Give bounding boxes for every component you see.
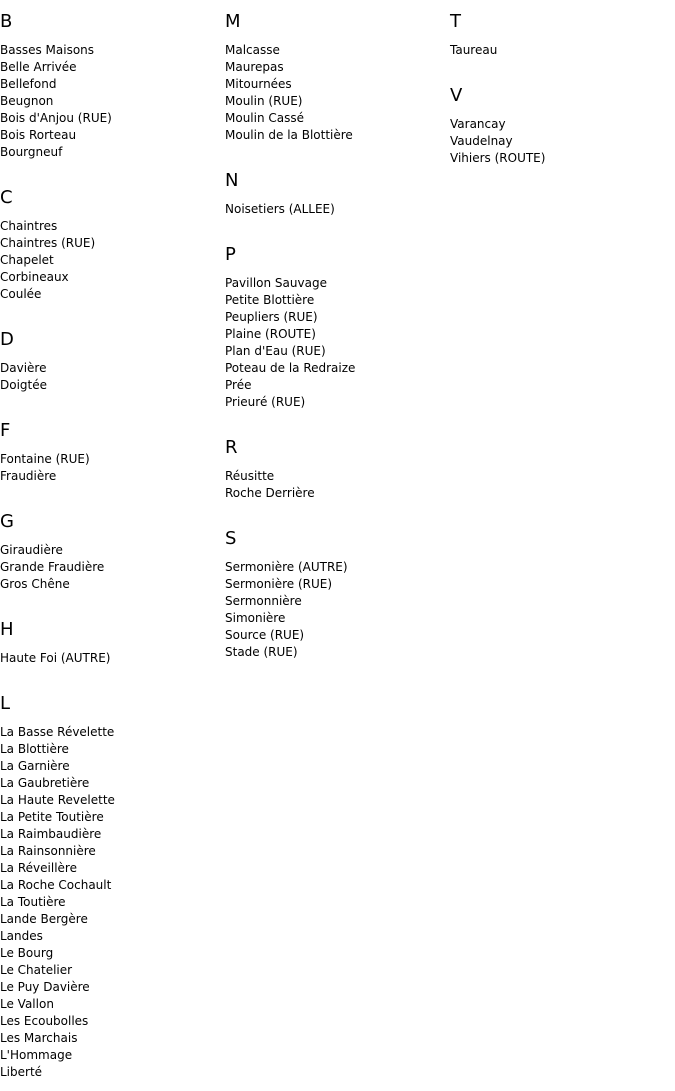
street-list xyxy=(0,218,225,303)
letter-group-v xyxy=(450,86,675,167)
street-link[interactable]: Plaine (ROUTE) xyxy=(225,327,316,341)
street-list xyxy=(0,724,225,1081)
street-link[interactable]: L'Hommage xyxy=(0,1048,73,1062)
street-link[interactable]: La Basse Révelette xyxy=(0,725,115,739)
street-link[interactable]: Coulée xyxy=(0,287,42,301)
group-spacer xyxy=(450,59,675,74)
street-link[interactable]: Chapelet xyxy=(0,253,54,267)
street-link[interactable]: Réusitte xyxy=(225,469,275,483)
letter-heading: R xyxy=(225,437,238,458)
street-link[interactable]: Roche Derrière xyxy=(225,486,315,500)
street-link[interactable]: La Toutière xyxy=(0,895,66,909)
letter-heading: V xyxy=(450,85,463,106)
letter-heading: P xyxy=(225,244,236,265)
street-link[interactable]: Sermonnière xyxy=(225,594,302,608)
street-link[interactable]: Le Bourg xyxy=(0,946,54,960)
street-link[interactable]: Gros Chêne xyxy=(0,577,70,591)
group-spacer xyxy=(225,502,450,517)
street-link[interactable]: Davière xyxy=(0,361,47,375)
group-spacer xyxy=(0,394,225,409)
street-link[interactable]: La Blottière xyxy=(0,742,69,756)
letter-group-p xyxy=(225,245,450,426)
street-link[interactable]: Chaintres (RUE) xyxy=(0,236,96,250)
street-list xyxy=(0,542,225,593)
street-list xyxy=(450,42,675,59)
group-spacer xyxy=(0,161,225,176)
street-link[interactable]: Haute Foi (AUTRE) xyxy=(0,651,111,665)
letter-group-h xyxy=(0,620,225,682)
street-link[interactable]: Prieuré (RUE) xyxy=(225,395,306,409)
street-link[interactable]: Bois Rorteau xyxy=(0,128,77,142)
street-link[interactable]: Stade (RUE) xyxy=(225,645,298,659)
street-link[interactable]: La Roche Cochault xyxy=(0,878,112,892)
letter-heading: M xyxy=(225,11,241,32)
street-link[interactable]: Fraudière xyxy=(0,469,57,483)
street-link[interactable]: Source (RUE) xyxy=(225,628,305,642)
street-link[interactable]: Noisetiers (ALLEE) xyxy=(225,202,335,216)
street-link[interactable]: Landes xyxy=(0,929,43,943)
street-list xyxy=(0,42,225,161)
street-link[interactable]: Prée xyxy=(225,378,252,392)
letter-heading: L xyxy=(0,693,11,714)
street-link[interactable]: Simonière xyxy=(225,611,286,625)
letter-heading: H xyxy=(0,619,14,640)
street-link[interactable]: Beugnon xyxy=(0,94,54,108)
street-link[interactable]: Moulin Cassé xyxy=(225,111,305,125)
street-link[interactable]: Lande Bergère xyxy=(0,912,88,926)
street-link[interactable]: Les Marchais xyxy=(0,1031,78,1045)
street-link[interactable]: La Gaubretière xyxy=(0,776,90,790)
street-link[interactable]: Bourgneuf xyxy=(0,145,63,159)
street-link[interactable]: Chaintres xyxy=(0,219,58,233)
street-link[interactable]: Doigtée xyxy=(0,378,48,392)
street-link[interactable]: Sermonière (RUE) xyxy=(225,577,333,591)
street-link[interactable]: Grande Fraudière xyxy=(0,560,105,574)
street-link[interactable]: Peupliers (RUE) xyxy=(225,310,318,324)
street-link[interactable]: Le Vallon xyxy=(0,997,54,1011)
group-spacer xyxy=(0,303,225,318)
street-link[interactable]: Petite Blottière xyxy=(225,293,315,307)
street-link[interactable]: Poteau de la Redraize xyxy=(225,361,356,375)
street-link[interactable]: Liberté xyxy=(0,1065,43,1079)
letter-group-t xyxy=(450,12,675,74)
street-link[interactable]: La Garnière xyxy=(0,759,70,773)
letter-heading: B xyxy=(0,11,13,32)
group-spacer xyxy=(225,411,450,426)
street-list xyxy=(0,451,225,485)
letter-group-c xyxy=(0,188,225,318)
street-link[interactable]: Le Puy Davière xyxy=(0,980,90,994)
street-list xyxy=(225,468,450,502)
street-link[interactable]: Pavillon Sauvage xyxy=(225,276,327,290)
letter-group-f xyxy=(0,421,225,500)
group-spacer xyxy=(0,485,225,500)
street-list xyxy=(0,650,225,667)
letter-group-b xyxy=(0,12,225,176)
street-link[interactable]: Belle Arrivée xyxy=(0,60,77,74)
street-link[interactable]: Les Ecoubolles xyxy=(0,1014,89,1028)
letter-heading: T xyxy=(450,11,461,32)
street-link[interactable]: Malcasse xyxy=(225,43,280,57)
street-link[interactable]: Moulin de la Blottière xyxy=(225,128,353,142)
street-list xyxy=(450,116,675,167)
letter-heading: F xyxy=(0,420,11,441)
street-link[interactable]: Giraudière xyxy=(0,543,63,557)
letter-group-n xyxy=(225,171,450,233)
group-spacer xyxy=(0,667,225,682)
street-link[interactable]: Maurepas xyxy=(225,60,284,74)
street-link[interactable]: Moulin (RUE) xyxy=(225,94,303,108)
group-spacer xyxy=(225,144,450,159)
street-link[interactable]: Taureau xyxy=(450,43,498,57)
letter-group-l xyxy=(0,694,225,1081)
street-link[interactable]: Sermonière (AUTRE) xyxy=(225,560,348,574)
street-list xyxy=(225,42,450,144)
street-link[interactable]: La Rainsonnière xyxy=(0,844,96,858)
letter-group-g xyxy=(0,512,225,608)
index-column xyxy=(225,0,450,661)
letter-group-r xyxy=(225,438,450,517)
street-link[interactable]: La Haute Revelette xyxy=(0,793,115,807)
letter-group-d xyxy=(0,330,225,409)
street-link[interactable]: Basses Maisons xyxy=(0,43,95,57)
street-link[interactable]: Bois d'Anjou (RUE) xyxy=(0,111,112,125)
street-link[interactable]: La Réveillère xyxy=(0,861,77,875)
letter-heading: G xyxy=(0,511,14,532)
street-list xyxy=(225,559,450,661)
street-link[interactable]: La Raimbaudière xyxy=(0,827,102,841)
street-link[interactable]: Varancay xyxy=(450,117,506,131)
street-link[interactable]: Le Chatelier xyxy=(0,963,73,977)
street-list xyxy=(0,360,225,394)
street-link[interactable]: Vihiers (ROUTE) xyxy=(450,151,546,165)
index-column xyxy=(0,0,225,1081)
street-link[interactable]: Vaudelnay xyxy=(450,134,513,148)
index-column xyxy=(450,0,675,167)
street-link[interactable]: Fontaine (RUE) xyxy=(0,452,90,466)
letter-heading: S xyxy=(225,528,237,549)
letter-heading: D xyxy=(0,329,14,350)
street-link[interactable]: Mitournées xyxy=(225,77,292,91)
letter-heading: C xyxy=(0,187,13,208)
letter-heading: N xyxy=(225,170,239,191)
street-link[interactable]: Plan d'Eau (RUE) xyxy=(225,344,326,358)
street-link[interactable]: Bellefond xyxy=(0,77,57,91)
letter-group-m xyxy=(225,12,450,159)
street-list xyxy=(225,201,450,218)
group-spacer xyxy=(225,218,450,233)
letter-group-s xyxy=(225,529,450,661)
street-list xyxy=(225,275,450,411)
street-link[interactable]: La Petite Toutière xyxy=(0,810,104,824)
street-link[interactable]: Corbineaux xyxy=(0,270,69,284)
group-spacer xyxy=(0,593,225,608)
